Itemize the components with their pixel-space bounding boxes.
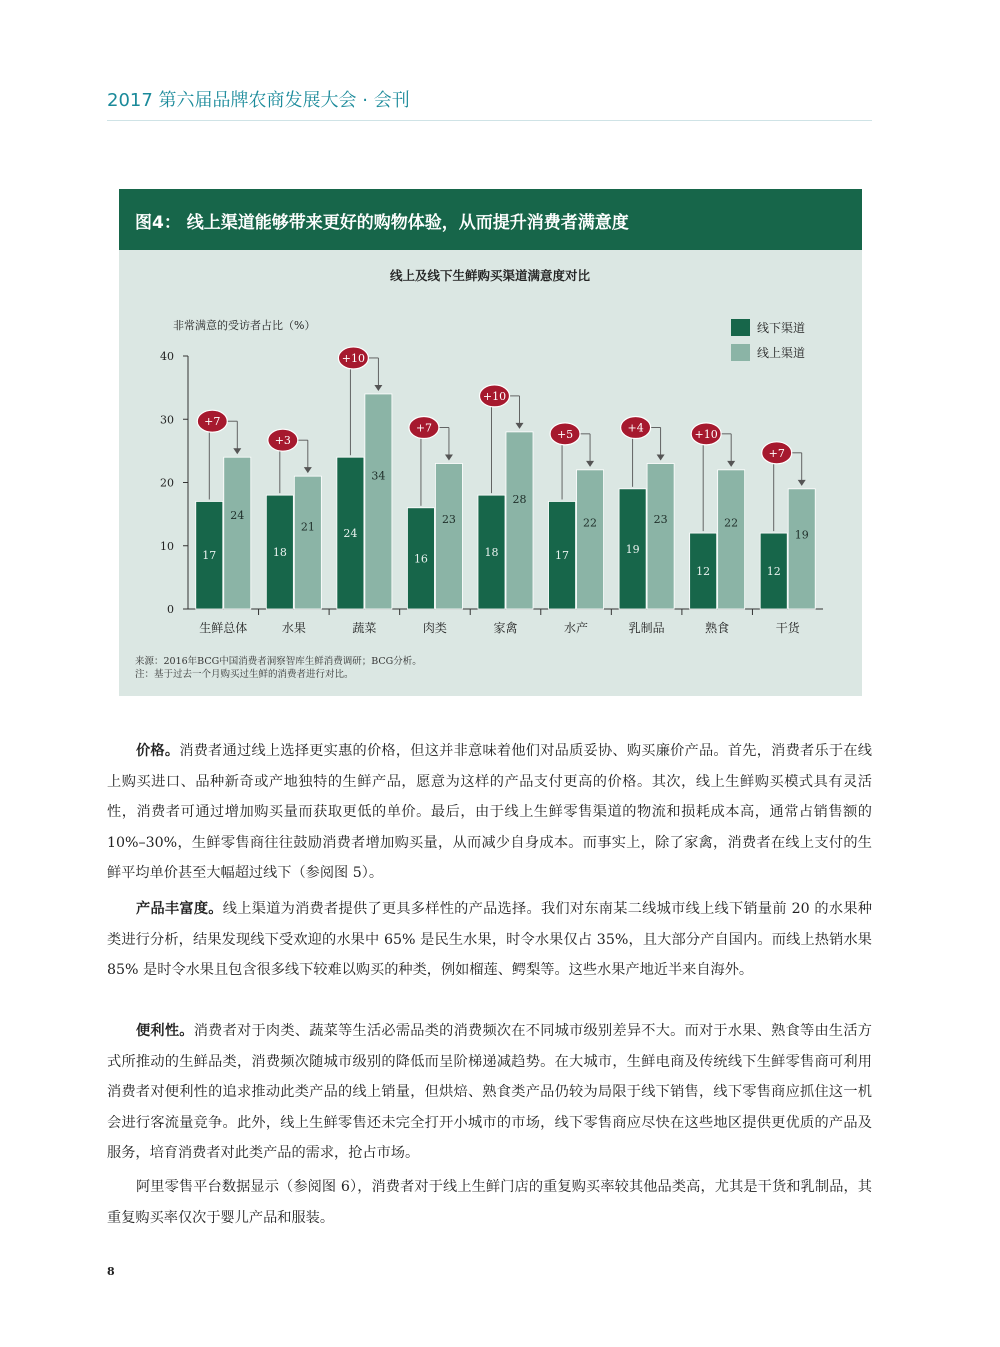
value-label-offline: 17 <box>202 549 217 563</box>
value-label-offline: 12 <box>766 565 781 579</box>
y-axis-label: 非常满意的受访者占比（%） <box>173 319 316 332</box>
header-divider <box>107 120 872 121</box>
paragraph-convenience <box>107 1016 872 1169</box>
x-tick-label: 水产 <box>564 621 589 635</box>
bar-chart <box>119 189 862 696</box>
callout-arrowhead <box>516 423 524 429</box>
bar-online <box>788 489 815 609</box>
bar-online <box>365 394 392 609</box>
figure-title: 图4： 线上渠道能够带来更好的购物体验，从而提升消费者满意度 <box>135 213 629 233</box>
value-label-online: 22 <box>724 516 739 530</box>
legend-swatch <box>731 344 750 361</box>
legend-label: 线下渠道 <box>757 321 806 335</box>
difference-label: +4 <box>627 421 644 435</box>
x-tick-label: 家禽 <box>493 621 518 635</box>
callout-arrowhead <box>304 467 312 473</box>
value-label-online: 24 <box>230 508 245 522</box>
x-tick-label: 干货 <box>775 621 800 635</box>
legend-swatch <box>731 319 750 336</box>
value-label-online: 21 <box>300 520 315 534</box>
bar-online <box>294 476 321 609</box>
callout-arrowhead <box>586 461 594 467</box>
value-label-offline: 17 <box>555 549 570 563</box>
value-label-online: 19 <box>794 528 809 542</box>
paragraph-text: 消费者对于肉类、蔬菜等生活必需品类的消费频次在不同城市级别差异不大。而对于水果、熟食等由生活方式所推动的生鲜品类，消费频次随城市级别的降低而呈阶梯递减趋势。在大城市，生鲜电商及传统线下生鲜零售商可利用消费者对便利性的追求推动此类产品的线上销量，但烘焙、熟食类产品仍较为局限于线下销售，线下零售商应抓住这一机会进行客流量竞争。此外，线上生鲜零售还未完全打开小城市的市场，线下零售商应尽快在这些地区提供更优质的产品及服务，培育消费者对此类产品的需求，抢占市场。 <box>107 1023 872 1162</box>
value-label-offline: 24 <box>343 527 358 541</box>
value-label-offline: 18 <box>484 546 499 560</box>
difference-label: +7 <box>768 446 785 460</box>
paragraph-variety <box>107 894 872 986</box>
callout-arrowhead <box>233 448 241 454</box>
chart-title: 线上及线下生鲜购买渠道满意度对比 <box>389 268 591 283</box>
paragraph-lead: 价格。 <box>136 743 180 759</box>
difference-label: +10 <box>694 427 718 441</box>
bar-online <box>718 470 745 609</box>
x-tick-label: 肉类 <box>422 621 447 635</box>
y-tick-label: 0 <box>167 603 174 616</box>
page-number: 8 <box>107 1265 115 1278</box>
difference-label: +7 <box>204 415 221 429</box>
callout-arrowhead <box>374 385 382 391</box>
bar-online <box>647 464 674 609</box>
y-tick-label: 20 <box>160 476 174 490</box>
x-tick-label: 乳制品 <box>628 621 665 635</box>
legend-label: 线上渠道 <box>757 346 806 360</box>
value-label-online: 34 <box>371 469 386 483</box>
callout-arrowhead <box>727 461 735 467</box>
value-label-offline: 18 <box>272 546 287 560</box>
callout-arrowhead <box>445 455 453 461</box>
value-label-online: 28 <box>512 493 527 507</box>
difference-label: +7 <box>415 421 433 435</box>
bar-online <box>435 464 462 609</box>
bar-online <box>224 457 251 609</box>
callout-arrowhead <box>798 480 806 486</box>
value-label-offline: 16 <box>413 552 428 566</box>
paragraph-text: 消费者通过线上选择更实惠的价格，但这并非意味着他们对品质妥协、购买廉价产品。首先，消费者乐于在线上购买进口、品种新奇或产地独特的生鲜产品，愿意为这样的产品支付更高的价格。其次，线上生鲜购买模式具有灵活性，消费者可通过增加购买量而获取更低的单价。最后，由于线上生鲜零售渠道的物流和损耗成本高，通常占销售额的 10%–30%，生鲜零售商往往鼓励消费者增加购买量，从而减少自身成本。而事实上，除了家禽，消费者在线上支付的生鲜平均单价甚至大幅超过线下（参阅图 5）。 <box>107 743 872 882</box>
value-label-online: 23 <box>653 512 668 526</box>
paragraph-text: 线上渠道为消费者提供了更具多样性的产品选择。我们对东南某二线城市线上线下销量前 20 的水果种类进行分析，结果发现线下受欢迎的水果中 65% 是民生水果，时令水果仅占 35%，且大部分产自国内。而线上热销水果 85% 是时令水果且包含很多线下较难以购买的种类，例如榴莲、鳄梨等。这些水果产地近半来自海外。 <box>107 901 872 979</box>
paragraph-text: 阿里零售平台数据显示（参阅图 6），消费者对于线上生鲜门店的重复购买率较其他品类高，尤其是干货和乳制品，其重复购买率仅次于婴儿产品和服装。 <box>107 1179 872 1226</box>
callout-arrowhead <box>657 455 665 461</box>
bar-online <box>577 470 604 609</box>
paragraph-lead: 便利性。 <box>136 1023 194 1039</box>
value-label-offline: 12 <box>696 565 711 579</box>
difference-label: +10 <box>482 389 507 403</box>
difference-label: +3 <box>274 434 291 448</box>
value-label-offline: 19 <box>625 542 640 556</box>
value-label-online: 22 <box>583 516 598 530</box>
y-tick-label: 40 <box>160 350 174 363</box>
difference-label: +5 <box>556 427 574 441</box>
figure-source-note <box>135 655 422 681</box>
x-tick-label: 生鲜总体 <box>199 621 248 635</box>
paragraph-price <box>107 736 872 889</box>
value-label-online: 23 <box>441 512 456 526</box>
y-tick-label: 10 <box>160 539 174 553</box>
y-tick-label: 30 <box>160 413 174 427</box>
figure-4 <box>119 189 862 696</box>
paragraph-alibaba <box>107 1172 872 1233</box>
paragraph-lead: 产品丰富度。 <box>136 901 223 917</box>
difference-label: +10 <box>341 351 365 365</box>
bar-online <box>506 432 533 609</box>
x-tick-label: 蔬菜 <box>352 621 377 635</box>
document-header: 2017 第六届品牌农商发展大会 · 会刊 <box>107 90 410 111</box>
figure-note: 注：基于过去一个月购买过生鲜的消费者进行对比。 <box>135 669 354 680</box>
x-tick-label: 熟食 <box>705 621 730 635</box>
figure-source: 来源：2016年BCG中国消费者洞察智库生鲜消费调研；BCG分析。 <box>135 656 422 667</box>
x-tick-label: 水果 <box>281 621 306 635</box>
